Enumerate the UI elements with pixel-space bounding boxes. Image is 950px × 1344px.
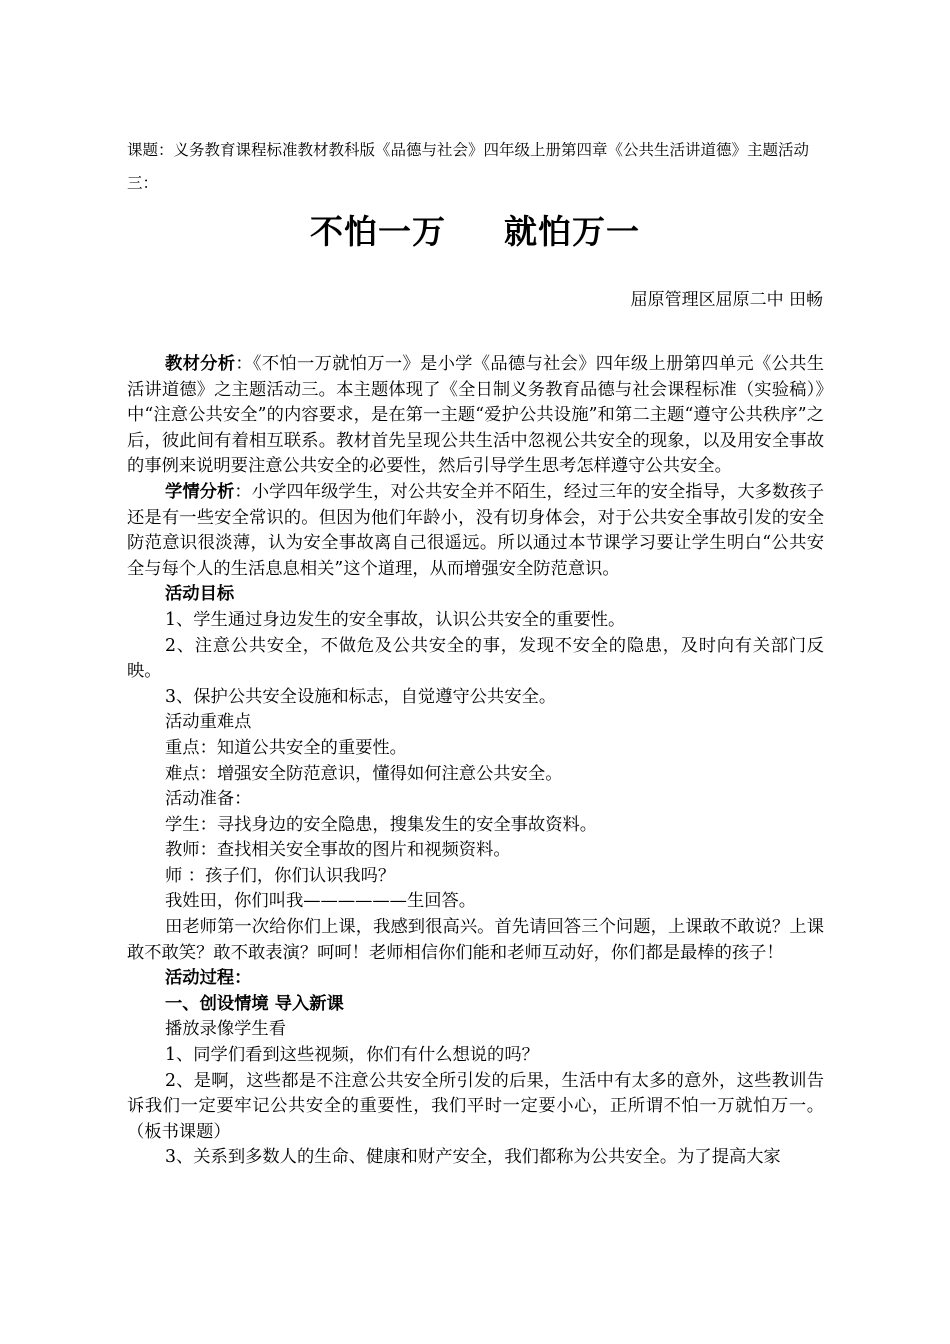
step-3: 3、关系到多数人的生命、健康和财产安全，我们都称为公共安全。为了提高大家 [165,1147,781,1168]
process-heading: 活动过程： [165,968,252,989]
goal-item-1: 1、学生通过身边发生的安全事故，认识公共安全的重要性。 [165,609,626,630]
textbook-analysis-text: ：《不怕一万就怕万一》是小学《品德与社会》四年级上册第四单元《公共生活讲道德》之主题活动三。本主题体现了《全日制义务教育品德与社会课程标准（实验稿）》中“注意公共安全”的内容要求，是在第一主题“爱护公共设施”和第二主题“遵守公共秩序”之后，彼此间有着相互联系。教材首先呈现公共生活中忽视公共安全的现象，以及用安全事故的事例来说明要注意公共安全的必要性，然后引导学生思考怎样遵守公共安全。 [127,354,824,477]
teacher-line-2: 我姓田，你们叫我——————生回答。 [165,891,477,912]
difficult-point: 难点：增强安全防范意识，懂得如何注意公共安全。 [165,763,563,784]
key-points-heading: 活动重难点 [165,712,252,733]
title-part-2: 就怕万一 [504,212,640,251]
step-2: 2、是啊，这些都是不注意公共安全所引发的后果，生活中有太多的意外，这些教训告诉我们一定要牢记公共安全的重要性，我们平时一定要小心，正所谓不怕一万就怕万一。（板书课题） [127,1070,824,1142]
key-point: 重点：知道公共安全的重要性。 [165,737,407,758]
teacher-line-1: 师 ：孩子们，你们认识我吗？ [165,865,396,886]
document-body [127,352,824,1171]
goal-item-3: 3、保护公共安全设施和标志，自觉遵守公共安全。 [165,686,557,707]
preparation-teacher: 教师：查找相关安全事故的图片和视频资料。 [165,840,511,861]
preparation-heading: 活动准备： [165,789,252,810]
lesson-topic: 课题：义务教育课程标准教材教科版《品德与社会》四年级上册第四章《公共生活讲道德》主题活动三： [127,141,810,192]
step-video: 播放录像学生看 [165,1019,286,1040]
step-1: 1、同学们看到这些视频，你们有什么想说的吗？ [165,1045,539,1066]
teacher-line-3: 田老师第一次给你们上课，我感到很高兴。首先请回答三个问题，上课敢不敢说？上课敢不敢笑？敢不敢表演？呵呵！老师相信你们能和老师互动好，你们都是最棒的孩子！ [127,917,824,963]
document-title [0,206,950,253]
preparation-student: 学生：寻找身边的安全隐患，搜集发生的安全事故资料。 [165,814,598,835]
student-analysis-label: 学情分析 [165,481,235,502]
section-1-heading: 一、创设情境 导入新课 [165,993,344,1014]
student-analysis-text: ：小学四年级学生，对公共安全并不陌生，经过三年的安全指导，大多数孩子还是有一些安全常识的。但因为他们年龄小，没有切身体会，对于公共安全事故引发的安全防范意识很淡薄，认为安全事故离自己很遥远。所以通过本节课学习要让学生明白“公共安全与每个人的生活息息相关”这个道理，从而增强安全防范意识。 [127,481,824,579]
textbook-analysis-label: 教材分析 [165,354,236,374]
goal-item-2: 2、注意公共安全，不做危及公共安全的事，发现不安全的隐患，及时向有关部门反映。 [127,635,824,682]
author-line: 屈原管理区屈原二中 田畅 [630,290,823,310]
student-analysis-paragraph [127,480,824,582]
title-part-1: 不怕一万 [310,212,446,251]
textbook-analysis-paragraph [127,352,824,480]
goal-heading: 活动目标 [165,584,235,605]
